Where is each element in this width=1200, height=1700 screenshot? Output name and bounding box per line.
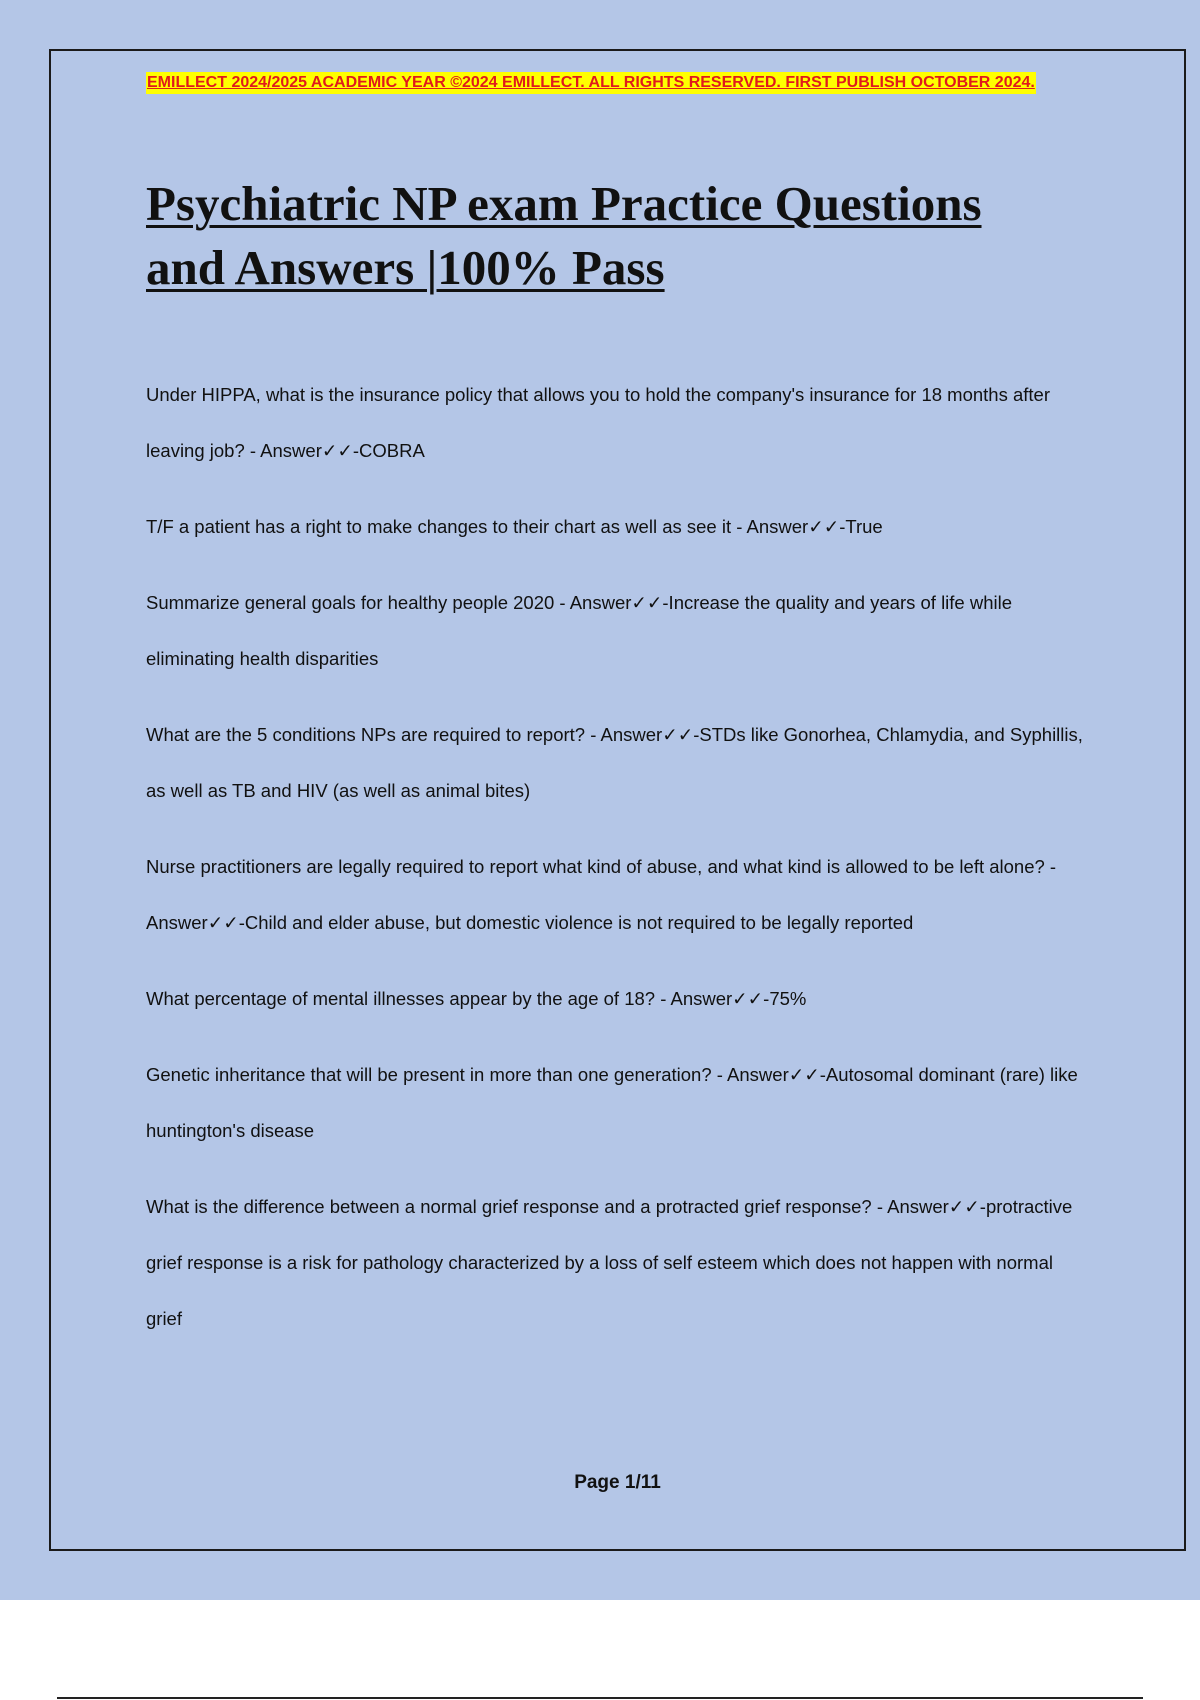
qa-item: What percentage of mental illnesses appear by the age of 18? - Answer✓✓-75% (146, 988, 807, 1009)
document-title (146, 172, 1076, 300)
title-line-1: Psychiatric NP exam Practice Questions (146, 176, 982, 231)
qa-item: What are the 5 conditions NPs are required to report? - Answer✓✓-STDs like Gonorhea, Chlamydia, and Syphillis, as well as TB and HIV (as well as animal bites) (146, 724, 1083, 801)
copyright-notice: EMILLECT 2024/2025 ACADEMIC YEAR ©2024 EMILLECT. ALL RIGHTS RESERVED. FIRST PUBLISH OCTOBER 2024. (146, 72, 1036, 94)
qa-item: T/F a patient has a right to make changes to their chart as well as see it - Answer✓✓-True (146, 516, 883, 537)
qa-item: What is the difference between a normal grief response and a protracted grief response? - Answer✓✓-protractive grief response is a risk for pathology characterized by a loss of self esteem which does not happen with normal grief (146, 1196, 1073, 1329)
next-page-divider (57, 1697, 1143, 1699)
qa-list (146, 367, 1086, 1367)
title-line-2: and Answers |100% Pass (146, 240, 665, 295)
qa-item: Genetic inheritance that will be present in more than one generation? - Answer✓✓-Autosomal dominant (rare) like huntington's disease (146, 1064, 1078, 1141)
qa-item: Nurse practitioners are legally required to report what kind of abuse, and what kind is allowed to be left alone? - Answer✓✓-Child and elder abuse, but domestic violence is not required to be legally reported (146, 856, 1057, 933)
page-number: Page 1/11 (574, 1472, 661, 1493)
qa-item: Summarize general goals for healthy people 2020 - Answer✓✓-Increase the quality and years of life while eliminating health disparities (146, 592, 1013, 669)
qa-item: Under HIPPA, what is the insurance policy that allows you to hold the company's insurance for 18 months after leaving job? - Answer✓✓-COBRA (146, 384, 1050, 461)
